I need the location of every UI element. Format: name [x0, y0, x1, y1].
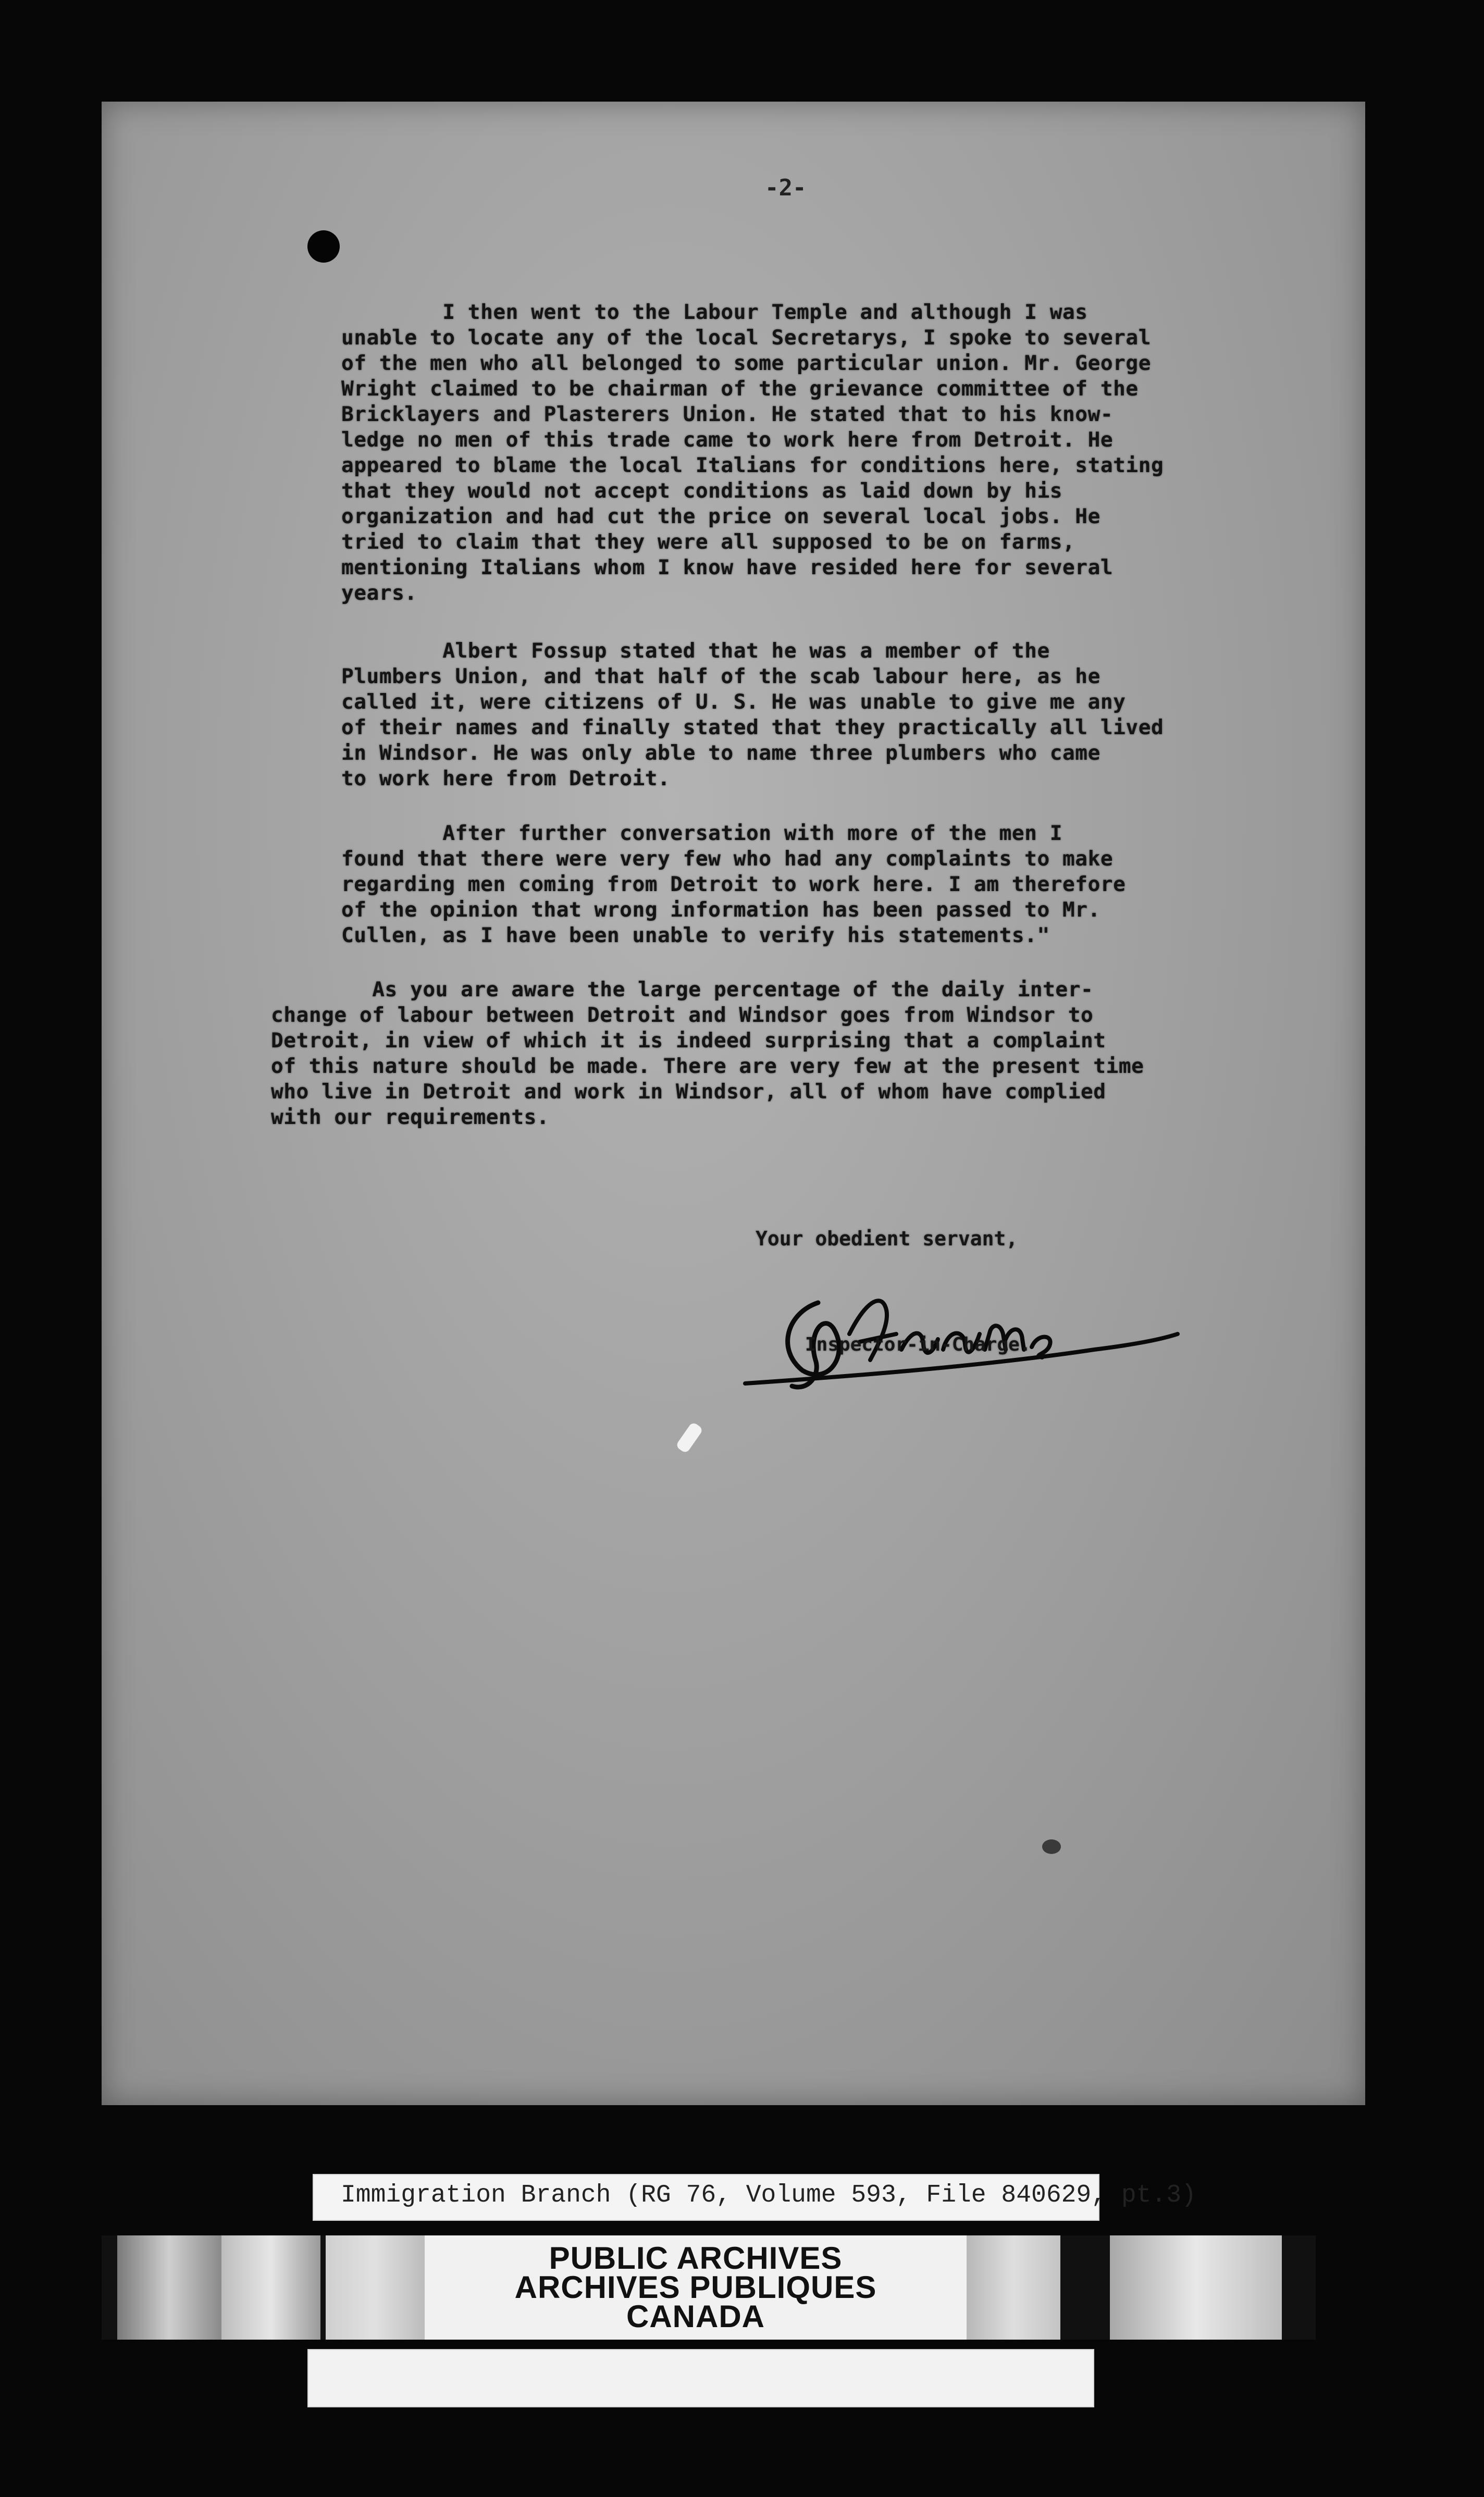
- film-tab: [967, 2235, 1060, 2340]
- signer-title: Inspector-in-Charge.: [805, 1334, 1031, 1355]
- archives-stamp-line: PUBLIC ARCHIVES: [549, 2241, 843, 2276]
- archives-stamp-line: CANADA: [626, 2299, 765, 2334]
- page-number: -2-: [765, 175, 807, 201]
- closing-line: Your obedient servant,: [756, 1227, 1018, 1250]
- punch-hole: [307, 230, 340, 263]
- archive-reference-text: Immigration Branch (RG 76, Volume 593, File 840629, pt.3): [341, 2181, 1196, 2209]
- archives-stamp-band: [102, 2235, 1316, 2340]
- archive-reference-label: [313, 2174, 1196, 2221]
- film-tab: [1110, 2235, 1282, 2340]
- film-tab: [326, 2235, 425, 2340]
- paragraph-interchange: As you are aware the large percentage of the daily inter- change of labour between Detroit and Windsor goes from Windsor to Detroit, in view of which it is indeed surprising that a complaint of this nature should be made. There are very few at the present time who live in Detroit and work in Windsor, all of whom have complied with our requirements.: [271, 978, 1144, 1129]
- film-tab: [117, 2235, 221, 2340]
- film-tab: [221, 2235, 320, 2340]
- paragraph-labour-temple: I then went to the Labour Temple and although I was unable to locate any of the local Secretarys, I spoke to several of the men who all belonged to some particular union. Mr. George Wright claimed to be chairman of the grievance committee of the Bricklayers and Plasterers Union. He stated that to his know- ledge no men of this trade came to work here from Detroit. He appeared to blame the local Italians for conditions here, stating that they would not accept conditions as laid down by his organization and had cut the price on several local jobs. He tried to claim that they were all supposed to be on farms, mentioning Italians whom I know have resided here for several years.: [341, 300, 1164, 605]
- blank-label-strip: [307, 2349, 1094, 2407]
- ink-blot: [1042, 1839, 1061, 1854]
- paragraph-conclusion: After further conversation with more of the men I found that there were very few who had any complaints to make regarding men coming from Detroit to work here. I am therefore of the opinion that wrong information has been passed to Mr. Cullen, as I have been unable to verify his statements.": [341, 821, 1126, 947]
- archives-stamp: [425, 2235, 967, 2340]
- archives-stamp-line: ARCHIVES PUBLIQUES: [514, 2270, 877, 2305]
- paragraph-plumbers-union: Albert Fossup stated that he was a member of the Plumbers Union, and that half of the scab labour here, as he called it, were citizens of U. S. He was unable to give me any of their names and finally stated that they practically all lived in Windsor. He was only able to name three plumbers who came to work here from Detroit.: [341, 639, 1164, 790]
